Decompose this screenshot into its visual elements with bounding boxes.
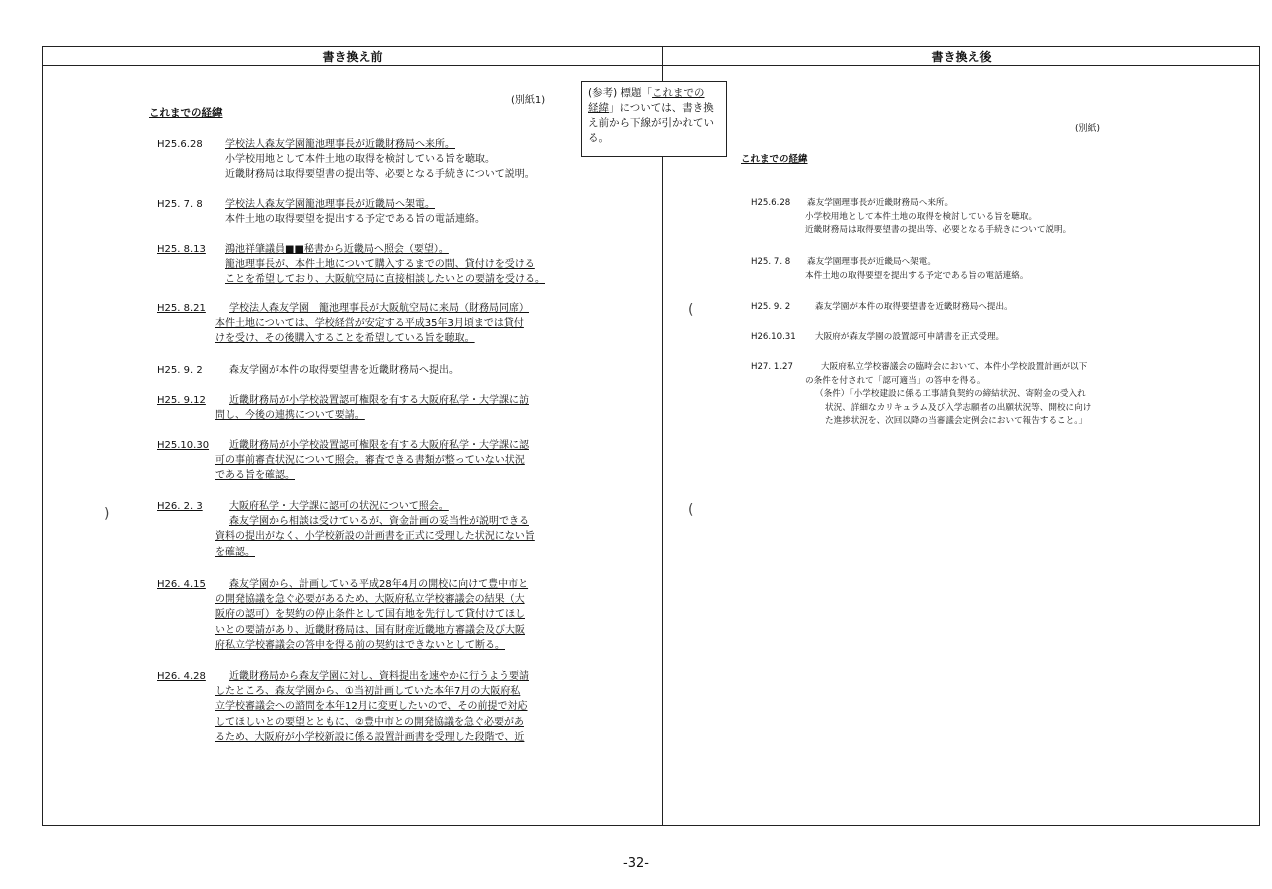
entry-date: H25. 9. 2 xyxy=(751,302,791,312)
table-header-row xyxy=(43,47,1259,66)
entry-line: 立学校審議会への諮問を本年12月に変更したいので、その前提で対応 xyxy=(215,701,528,713)
scan-mark: ( xyxy=(688,502,694,518)
entry-line: 資料の提出がなく、小学校新設の計画書を正式に受理した状況にない旨 xyxy=(215,531,535,543)
entry-line: 森友学園が本件の取得要望書を近畿財務局へ提出。 xyxy=(815,302,1013,312)
entry-line: ことを希望しており、大阪航空局に直接相談したいとの要請を受ける。 xyxy=(225,274,545,286)
entry-line: してほしいとの要望とともに、②豊中市との開発協議を急ぐ必要があ xyxy=(215,716,524,728)
entry-date: H26. 2. 3 xyxy=(157,501,203,512)
before-attachment-label: (別紙1) xyxy=(511,95,546,106)
entry-date: H25. 7. 8 xyxy=(751,257,791,267)
entry-line: 大阪府私立学校審議会の臨時会において、本件小学校設置計画が以下 xyxy=(821,362,1088,372)
after-attachment-label: (別紙) xyxy=(1075,124,1101,134)
entry-date: H25. 8.21 xyxy=(157,303,206,314)
entry-line: （条件）「小学校建設に係る工事請負契約の締結状況、寄附金の受入れ xyxy=(815,389,1086,399)
entry-line: 近畿財務局が小学校設置認可権限を有する大阪府私学・大学課に訪 xyxy=(229,395,529,406)
page-number: -32- xyxy=(623,856,649,871)
note-underlined-1: これまでの xyxy=(652,87,705,99)
entry-date: H25.6.28 xyxy=(751,198,791,208)
note-prefix: (参考) 標題「 xyxy=(588,87,653,99)
entry-line: 学校法人森友学園籠池理事長が近畿財務局へ来所。 xyxy=(225,139,455,150)
entry-line: 近畿財務局から森友学園に対し、資料提出を速やかに行うよう要請 xyxy=(229,671,529,682)
entry-line: 森友学園が本件の取得要望書を近畿財務局へ提出。 xyxy=(229,365,459,376)
entry-line: 森友学園理事長が近畿財務局へ来所。 xyxy=(807,198,954,208)
entry-line: 府私立学校審議会の答申を得る前の契約はできないとして断る。 xyxy=(215,639,505,651)
comparison-table xyxy=(42,46,1260,826)
scan-mark: ( xyxy=(688,302,694,318)
entry-line: 学校法人森友学園 籠池理事長が大阪航空局に来局（財務局同席） xyxy=(229,303,529,314)
entry-date: H25. 8.13 xyxy=(157,244,206,255)
entry-date: H27. 1.27 xyxy=(751,362,793,372)
entry-line: 森友学園から相談は受けているが、資金計画の妥当性が説明できる xyxy=(229,516,529,528)
entry-line: 状況、詳細なカリキュラム及び入学志願者の出願状況等、開校に向け xyxy=(825,402,1092,413)
entry-line: 大阪府私学・大学課に認可の状況について照会。 xyxy=(229,501,449,512)
entry-date: H25. 9. 2 xyxy=(157,365,203,376)
entry-date: H26. 4.15 xyxy=(157,579,206,590)
entry-line: いとの要請があり、近畿財務局は、国有財産近畿地方審議会及び大阪 xyxy=(215,624,525,636)
entry-line: 本件土地の取得要望を提出する予定である旨の電話連絡。 xyxy=(225,214,485,226)
entry-date: H25.6.28 xyxy=(157,139,203,150)
scan-mark: ) xyxy=(104,506,110,522)
entry-date: H26. 4.28 xyxy=(157,671,206,682)
entry-line: を確認。 xyxy=(215,546,255,558)
entry-line: 近畿財務局は取得要望書の提出等、必要となる手続きについて説明。 xyxy=(225,169,535,181)
column-divider xyxy=(662,47,663,825)
entry-line: 本件土地の取得要望を提出する予定である旨の電話連絡。 xyxy=(805,270,1029,281)
after-heading: これまでの経緯 xyxy=(741,154,808,165)
entry-line: 本件土地については、学校経営が安定する平成35年3月頃までは貸付 xyxy=(215,318,524,330)
entry-line: 森友学園理事長が近畿局へ架電。 xyxy=(807,257,936,267)
note-underlined-2: 経緯 xyxy=(588,102,609,114)
entry-line: 森友学園から、計画している平成28年4月の開校に向けて豊中市と xyxy=(229,579,529,590)
entry-line: したところ、森友学園から、①当初計画していた本年7月の大阪府私 xyxy=(215,686,521,698)
note-rest: 」については、書き換え前から下線が引かれている。 xyxy=(588,102,714,144)
entry-line: 小学校用地として本件土地の取得を検討している旨を聴取。 xyxy=(225,154,495,166)
entry-line: 近畿財務局が小学校設置認可権限を有する大阪府私学・大学課に認 xyxy=(229,440,529,451)
entry-date: H25.10.30 xyxy=(157,440,210,451)
before-heading: これまでの経緯 xyxy=(149,107,223,119)
entry-line: 鴻池祥肇議員■■秘書から近畿局へ照会（要望）。 xyxy=(225,244,449,255)
entry-line: るため、大阪府が小学校新設に係る設置計画書を受理した段階で、近 xyxy=(215,731,525,743)
header-after: 書き換え後 xyxy=(931,50,992,64)
entry-date: H26.10.31 xyxy=(751,332,796,342)
header-before: 書き換え前 xyxy=(322,50,383,64)
entry-line: けを受け、その後購入することを希望している旨を聴取。 xyxy=(215,333,475,345)
entry-line: の開発協議を急ぐ必要があるため、大阪府私立学校審議会の結果（大 xyxy=(215,594,525,606)
entry-line: 籠池理事長が、本件土地について購入するまでの間、貸付けを受ける xyxy=(225,259,535,271)
entry-line: 近畿財務局は取得要望書の提出等、必要となる手続きについて説明。 xyxy=(805,225,1072,235)
reference-note-box xyxy=(581,81,727,157)
entry-line: 問し、今後の連携について要請。 xyxy=(215,410,365,422)
entry-line: 可の事前審査状況について照会。審査できる書類が整っていない状況 xyxy=(215,455,525,467)
entry-line: である旨を確認。 xyxy=(215,470,295,482)
entry-date: H25. 9.12 xyxy=(157,395,206,406)
entry-line: た進捗状況を、次回以降の当審議会定例会において報告すること。」 xyxy=(825,416,1088,426)
entry-line: 小学校用地として本件土地の取得を検討している旨を聴取。 xyxy=(805,211,1038,222)
entry-date: H25. 7. 8 xyxy=(157,199,203,210)
entry-line: の条件を付されて「認可適当」の答申を得る。 xyxy=(805,375,986,386)
entry-line: 大阪府が森友学園の設置認可申請書を正式受理。 xyxy=(815,332,1005,342)
entry-line: 学校法人森友学園籠池理事長が近畿局へ架電。 xyxy=(225,199,435,210)
entry-line: 阪府の認可）を契約の停止条件として国有地を先行して貸付けてほし xyxy=(215,609,525,621)
